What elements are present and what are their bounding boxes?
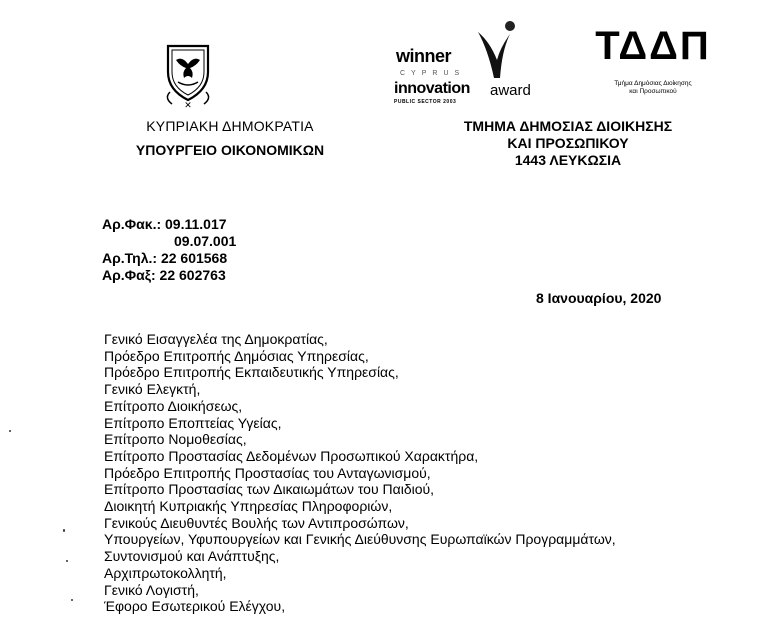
cyprus-coat-of-arms-icon xyxy=(160,42,216,110)
award-word-winner: winner xyxy=(396,46,452,66)
department-line: ΚΑΙ ΠΡΟΣΩΠΙΚΟΥ xyxy=(507,135,629,151)
scan-speck xyxy=(63,529,65,532)
ministry-name: ΥΠΟΥΡΓΕΙΟ ΟΙΚΟΝΟΜΙΚΩΝ xyxy=(135,142,325,158)
award-word-public-sector: PUBLIC SECTOR 2003 xyxy=(394,99,457,105)
recipient-line: Πρόεδρο Επιτροπής Προστασίας του Ανταγωνισμού, xyxy=(104,464,431,481)
svg-text:✕: ✕ xyxy=(184,101,192,110)
department-address: 1443 ΛΕΥΚΩΣΙΑ xyxy=(514,152,622,168)
recipient-line: Γενικό Ελεγκτή, xyxy=(104,381,201,398)
recipient-line: Γενικούς Διευθυντές Βουλής των Αντιπροσώπων, xyxy=(104,514,409,531)
recipient-line: Έφορο Εσωτερικού Ελέγχου, xyxy=(104,598,286,615)
scan-speck xyxy=(9,430,11,432)
letter-date: 8 Ιανουαρίου, 2020 xyxy=(536,290,662,306)
file-number: Αρ.Φακ.: 09.11.017 xyxy=(102,216,227,232)
recipient-line: Επίτροπο Εποπτείας Υγείας, xyxy=(104,414,282,431)
recipient-line: Διοικητή Κυπριακής Υπηρεσίας Πληροφοριών, xyxy=(104,498,393,515)
recipient-list xyxy=(104,331,616,615)
recipient-line: Επίτροπο Προστασίας των Δικαιωμάτων του Παιδιού, xyxy=(104,481,435,498)
recipient-line: Επίτροπο Προστασίας Δεδομένων Προσωπικού Χαρακτήρα, xyxy=(104,447,479,464)
innovation-award-logo xyxy=(392,20,542,105)
recipient-line: Υπουργείων, Υφυπουργείων και Γενικής Διεύθυνσης Ευρωπαϊκών Προγραμμάτων, xyxy=(104,531,616,548)
ministry-heading xyxy=(100,118,360,158)
recipient-line: Γενικό Εισαγγελέα της Δημοκρατίας, xyxy=(104,331,328,347)
recipient-line: Συντονισμού και Ανάπτυξης, xyxy=(104,548,280,565)
recipient-line: Πρόεδρο Επιτροπής Εκπαιδευτικής Υπηρεσίας, xyxy=(104,364,399,381)
department-line: ΤΜΗΜΑ ΔΗΜΟΣΙΑΣ ΔΙΟΙΚΗΣΗΣ xyxy=(463,118,673,134)
recipient-line: Επίτροπο Διοικήσεως, xyxy=(104,397,243,414)
recipient-line: Γενικό Λογιστή, xyxy=(104,581,199,598)
reference-numbers xyxy=(102,216,236,284)
tdap-logo xyxy=(588,24,718,104)
award-figure-icon xyxy=(470,20,520,82)
recipient-line: Επίτροπο Νομοθεσίας, xyxy=(104,431,247,448)
recipient-line: Αρχιπρωτοκολλητή, xyxy=(104,564,227,581)
fax-number: Αρ.Φαξ: 22 602763 xyxy=(102,267,226,283)
award-word-award: award xyxy=(490,82,531,99)
tdap-logo-subtitle: Τμήμα Δημόσιας Διοίκησης και Προσωπικού xyxy=(614,80,692,95)
phone-number: Αρ.Τηλ.: 22 601568 xyxy=(102,250,228,266)
award-word-cyprus: CYPRUS xyxy=(400,70,466,77)
award-word-innovation: innovation xyxy=(394,80,470,97)
scan-speck xyxy=(71,599,73,601)
scan-speck xyxy=(66,560,68,562)
recipient-line: Πρόεδρο Επιτροπής Δημόσιας Υπηρεσίας, xyxy=(104,347,369,364)
republic-name: ΚΥΠΡΙΑΚΗ ΔΗΜΟΚΡΑΤΙΑ xyxy=(146,118,314,134)
department-heading xyxy=(438,118,698,169)
file-number-secondary: 09.07.001 xyxy=(174,233,237,249)
tdap-logo-title: ΤΔΔΠ xyxy=(595,24,711,68)
